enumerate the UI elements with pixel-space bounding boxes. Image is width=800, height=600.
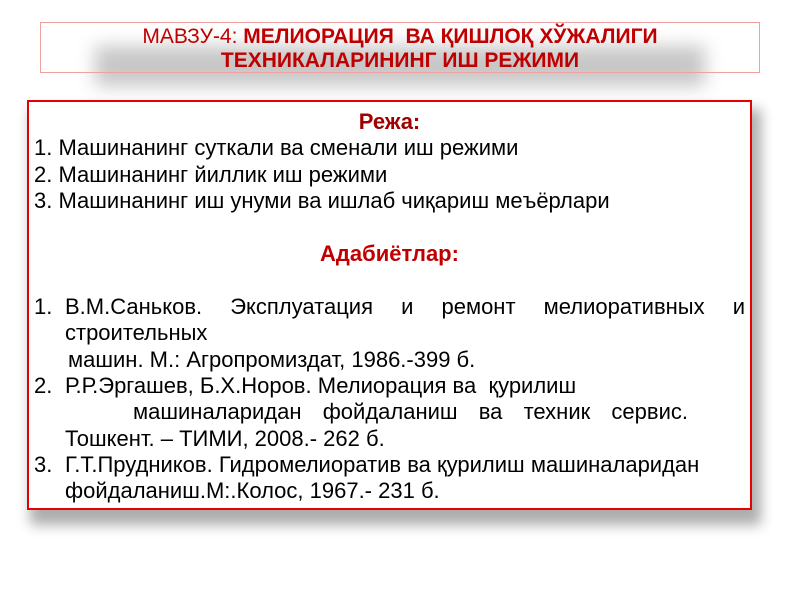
spacer [34, 215, 745, 241]
reference-number: 1. [34, 293, 53, 319]
reference-item-1 [34, 294, 745, 373]
reference-line: машиналаридан фойдаланиш ва техник сервис. [133, 399, 688, 425]
reference-line: Р.Р.Эргашев, Б.Х.Норов. Мелиорация ва қурилиш [65, 372, 577, 398]
reference-number: 2. [34, 372, 53, 398]
slide-title-line-1 [41, 25, 759, 49]
reference-item-3 [34, 452, 745, 505]
reference-line: машин. М.: Агропромиздат, 1986.-399 б. [68, 346, 476, 372]
slide-title-line-2: ТЕХНИКАЛАРИНИНГ ИШ РЕЖИМИ [220, 49, 580, 72]
reference-number: 3. [34, 452, 53, 478]
slide-title-text-1: МЕЛИОРАЦИЯ ВА ҚИШЛОҚ ХЎЖАЛИГИ [243, 25, 658, 48]
references-heading: Адабиётлар: [320, 240, 459, 266]
plan-item: 2. Машинанинг йиллик иш режими [34, 161, 388, 187]
plan-item: 3. Машинанинг иш унуми ва ишлаб чиқариш меъёрлари [34, 188, 610, 214]
reference-item-2 [34, 373, 745, 452]
reference-line: В.М.Саньков. Эксплуатация и ремонт мелиоративных и [65, 293, 745, 319]
reference-line: Г.Т.Прудников. Гидромелиоратив ва қурилиш машиналаридан [65, 452, 700, 478]
plan-item: 1. Машинанинг суткали ва сменали иш режими [34, 135, 519, 161]
topic-number: МАВЗУ-4: [142, 25, 244, 48]
slide-title-box [40, 22, 760, 73]
reference-line: фойдаланиш.М:.Колос, 1967.- 231 б. [65, 478, 440, 504]
reference-line: строительных [65, 320, 208, 346]
spacer [34, 267, 745, 293]
plan-heading: Режа: [358, 109, 421, 134]
reference-line: Тошкент. – ТИМИ, 2008.- 262 б. [65, 425, 385, 451]
content-box [27, 100, 752, 510]
